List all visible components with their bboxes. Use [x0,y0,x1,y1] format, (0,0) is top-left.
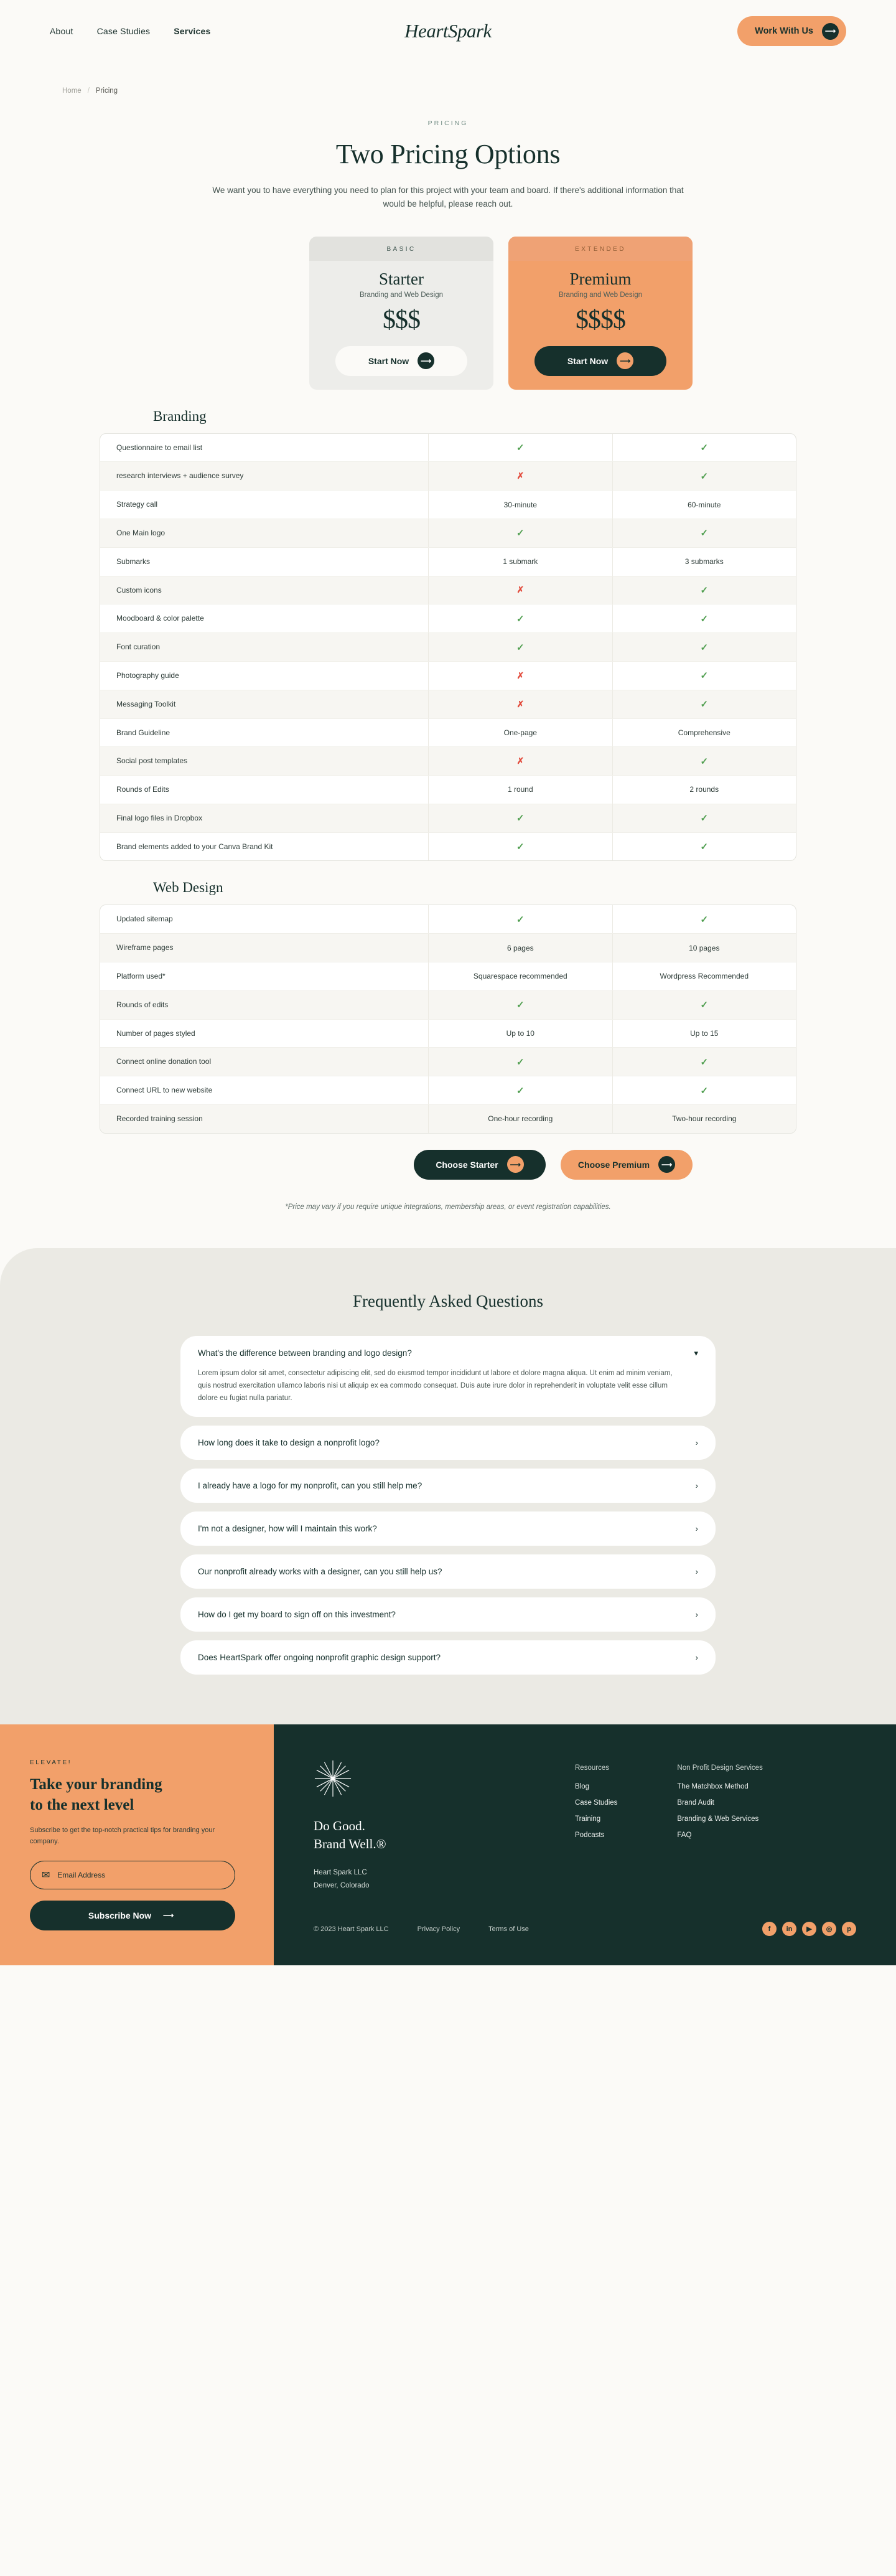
feature-label: Strategy call [116,500,158,509]
email-input[interactable] [57,1871,223,1879]
faq-item[interactable] [180,1469,716,1503]
table-row [100,1076,796,1105]
check-icon: ✓ [700,1000,709,1011]
cta-label: Work With Us [755,26,813,36]
starter-value [428,776,612,804]
check-icon: ✓ [700,813,709,824]
plan-cards [100,237,796,390]
starter-value [428,962,612,990]
premium-value [612,548,796,576]
footer-tagline-2: Brand Well.® [314,1836,386,1851]
linkedin-icon[interactable]: in [782,1922,796,1936]
arrow-right-icon: ⟶ [822,23,839,40]
check-icon: ✓ [516,528,525,539]
cell-text: Wordpress Recommended [660,972,749,981]
instagram-icon[interactable]: ◎ [822,1922,836,1936]
email-field-wrapper[interactable] [30,1861,235,1889]
footer-column-title: Resources [575,1764,609,1772]
check-icon: ✓ [700,613,709,624]
starter-value [428,991,612,1019]
starter-value [428,519,612,547]
footer-link[interactable]: Branding & Web Services [677,1815,759,1823]
cell-text: 1 submark [503,557,538,566]
cell-text: 2 rounds [689,785,719,794]
starter-value [428,604,612,632]
pinterest-icon[interactable]: p [842,1922,856,1936]
faq-question: How do I get my board to sign off on this investment? [198,1610,396,1620]
premium-value [612,934,796,962]
chevron-right-icon[interactable]: › [695,1653,698,1663]
premium-value [612,519,796,547]
feature-label: Connect online donation tool [116,1057,212,1066]
premium-value [612,662,796,690]
start-now-premium-button[interactable] [534,346,666,376]
terms-of-use-link[interactable]: Terms of Use [488,1925,529,1933]
faq-question: I'm not a designer, how will I maintain this work? [198,1524,377,1534]
plan-name-premium: Premium [569,269,632,288]
starter-value [428,719,612,747]
cell-text: 3 submarks [684,557,724,566]
check-icon: ✓ [700,842,709,853]
faq-question: Does HeartSpark offer ongoing nonprofit graphic design support? [198,1653,441,1663]
check-icon: ✓ [700,642,709,653]
table-row [100,1048,796,1076]
feature-label: Updated sitemap [116,914,173,924]
cross-icon: ✗ [516,670,525,680]
feature-label: One Main logo [116,528,166,537]
starter-value [428,491,612,519]
faq-item[interactable] [180,1640,716,1675]
check-icon: ✓ [516,1000,525,1011]
feature-label: Recorded training session [116,1114,203,1124]
check-icon: ✓ [700,528,709,539]
top-navigation [0,0,896,62]
subscribe-label: Subscribe Now [88,1911,152,1921]
starter-value [428,1048,612,1076]
table-row [100,747,796,776]
check-icon: ✓ [700,914,709,925]
footer-link[interactable]: Blog [575,1783,590,1791]
footer-tagline-1: Do Good. [314,1818,365,1834]
privacy-policy-link[interactable]: Privacy Policy [417,1925,460,1933]
footer-link[interactable]: Case Studies [575,1799,618,1807]
footer-link[interactable]: Podcasts [575,1831,605,1840]
plan-price-premium: $$$$ [576,305,625,334]
premium-value [612,1105,796,1133]
page-title: Two Pricing Options [335,139,561,169]
feature-label: Platform used* [116,972,166,981]
check-icon: ✓ [516,813,525,824]
cell-text: 60-minute [688,500,721,509]
table-row [100,776,796,804]
check-icon: ✓ [516,642,525,653]
chevron-right-icon[interactable]: › [695,1524,698,1534]
cell-text: Two-hour recording [672,1114,737,1124]
hero-subtitle: We want you to have everything you need to plan for this project with your team and board. If there's additional information that would be helpful, please reach out. [212,186,684,209]
plan-choose-buttons [100,1150,796,1180]
premium-value [612,991,796,1019]
cell-text: 30-minute [503,500,537,509]
cell-text: One-page [503,728,537,737]
feature-label: research interviews + audience survey [116,471,244,481]
faq-header[interactable] [198,1348,698,1358]
faq-header[interactable] [198,1438,698,1447]
table-row [100,434,796,463]
check-icon: ✓ [700,699,709,710]
premium-value [612,576,796,604]
choose-starter-label: Choose Starter [436,1159,498,1170]
footer-link[interactable]: The Matchbox Method [677,1783,749,1791]
table-row [100,548,796,576]
chevron-right-icon[interactable]: › [695,1610,698,1620]
arrow-right-icon: ⟶ [418,352,434,369]
breadcrumb-current: Pricing [95,87,118,95]
premium-value [612,804,796,832]
choose-premium-label: Choose Premium [577,1159,650,1170]
site-logo[interactable]: HeartSpark [404,20,492,42]
premium-value [612,1020,796,1048]
check-icon: ✓ [516,1056,525,1068]
faq-answer: Lorem ipsum dolor sit amet, consectetur adipiscing elit, sed do eiusmod tempor incididunt ut labore et dolore magna aliqua. Ut enim ad minim veniam, quis nostrud exercitation ullamco laboris nisi ut aliquip ex ea commodo consequat. Duis aute irure dolor in reprehenderit in voluptate velit esse cillum dolore eu fugiat nulla pariatur. [198,1369,673,1403]
footer-column [575,1764,617,1892]
starter-value [428,662,612,690]
starter-value [428,633,612,661]
footer-link[interactable]: Training [575,1815,601,1823]
cell-text: Squarespace recommended [473,972,567,981]
faq-item[interactable] [180,1336,716,1417]
feature-label: Messaging Toolkit [116,699,176,708]
table-row [100,491,796,519]
footer-link[interactable]: Brand Audit [677,1799,714,1807]
footer-dark-panel [274,1724,896,1965]
check-icon: ✓ [700,471,709,482]
premium-value [612,719,796,747]
faq-item[interactable] [180,1554,716,1589]
faq-header[interactable] [198,1653,698,1662]
check-icon: ✓ [516,842,525,853]
check-icon: ✓ [700,756,709,767]
cross-icon: ✗ [516,756,525,766]
table-row [100,905,796,934]
feature-label: Rounds of edits [116,1000,169,1009]
feature-label: Custom icons [116,585,162,595]
faq-question: I already have a logo for my nonprofit, can you still help me? [198,1481,422,1491]
branding-comparison-table [100,433,796,862]
arrow-right-icon: ⟶ [160,1907,177,1924]
cell-text: One-hour recording [488,1114,553,1124]
starter-value [428,1020,612,1048]
table-row [100,833,796,861]
starter-value [428,833,612,861]
premium-value [612,776,796,804]
premium-value [612,962,796,990]
footer-link-columns [575,1759,763,1892]
faq-question: How long does it take to design a nonprofit logo? [198,1438,380,1448]
starter-value [428,804,612,832]
feature-label: Brand Guideline [116,728,170,737]
nav-link-about[interactable]: About [50,26,73,36]
check-icon: ✓ [700,670,709,682]
faq-item[interactable] [180,1511,716,1546]
check-icon: ✓ [700,585,709,596]
check-icon: ✓ [516,914,525,925]
newsletter-title-line: Take your branding [30,1776,162,1793]
start-now-starter-button[interactable] [335,346,467,376]
table-row [100,962,796,991]
table-row [100,519,796,548]
starter-value [428,690,612,718]
start-now-starter-label: Start Now [368,355,409,366]
premium-value [612,434,796,462]
premium-value [612,905,796,933]
plan-price-starter: $$$ [383,305,420,334]
cell-text: 10 pages [689,943,720,952]
faq-header[interactable] [198,1567,698,1576]
feature-label: Submarks [116,557,151,566]
spark-star-icon [314,1759,352,1798]
cross-icon: ✗ [516,698,525,709]
footer-city: Denver, Colorado [314,1881,370,1889]
nav-links [50,26,210,36]
choose-starter-button[interactable] [414,1150,546,1180]
check-icon: ✓ [700,442,709,453]
cell-text: Comprehensive [678,728,730,737]
cell-text: 6 pages [506,943,534,952]
feature-label: Connect URL to new website [116,1086,213,1095]
feature-label: Number of pages styled [116,1028,195,1038]
feature-label: Photography guide [116,670,179,680]
starter-value [428,462,612,490]
newsletter-title [30,1775,244,1815]
plan-name-starter: Starter [379,269,424,288]
starter-value [428,934,612,962]
table-row [100,1105,796,1133]
premium-value [612,633,796,661]
faq-header[interactable] [198,1610,698,1619]
cell-text: 1 round [507,785,533,794]
starter-value [428,548,612,576]
starter-value [428,1076,612,1104]
starter-value [428,1105,612,1133]
cell-text: Up to 10 [506,1029,534,1038]
table-row [100,1020,796,1048]
envelope-icon: ✉ [42,1870,50,1881]
cross-icon: ✗ [516,585,525,595]
pricing-section [100,237,796,1248]
faq-question: What's the difference between branding and logo design? [198,1348,412,1358]
premium-value [612,833,796,861]
faq-section [0,1248,896,1724]
starter-value [428,747,612,775]
faq-title: Frequently Asked Questions [353,1291,543,1310]
feature-label: Final logo files in Dropbox [116,813,203,822]
newsletter-subtitle: Subscribe to get the top-notch practical tips for branding your company. [30,1826,215,1845]
premium-value [612,690,796,718]
premium-value [612,747,796,775]
hero-eyebrow: PRICING [427,120,469,127]
chevron-down-icon[interactable]: ▾ [694,1348,698,1358]
feature-label: Wireframe pages [116,943,174,952]
chevron-right-icon[interactable]: › [695,1481,698,1491]
newsletter-title-line: to the next level [30,1796,134,1813]
plan-card-premium [508,237,693,390]
nav-link-case-studies[interactable]: Case Studies [96,26,151,36]
table-row [100,690,796,719]
arrow-right-icon: ⟶ [658,1156,675,1173]
feature-label: Rounds of Edits [116,785,169,794]
faq-list [180,1336,716,1675]
chevron-right-icon[interactable]: › [695,1438,698,1448]
check-icon: ✓ [700,1085,709,1096]
chevron-right-icon[interactable]: › [695,1567,698,1577]
table-row [100,804,796,833]
check-icon: ✓ [516,613,525,624]
starter-value [428,905,612,933]
feature-label: Moodboard & color palette [116,614,204,623]
breadcrumb [0,62,896,95]
feature-label: Questionnaire to email list [116,443,203,452]
branding-section-title: Branding [153,408,207,424]
site-footer [0,1724,896,1965]
plan-sub-premium: Branding and Web Design [558,291,643,299]
footer-company: Heart Spark LLC [314,1868,367,1876]
work-with-us-button[interactable] [737,16,846,46]
premium-value [612,604,796,632]
faq-header[interactable] [198,1524,698,1533]
table-row [100,633,796,662]
price-disclaimer: *Price may vary if you require unique integrations, membership areas, or event registration capabilities. [285,1203,611,1211]
table-row [100,576,796,605]
table-row [100,719,796,748]
feature-label: Brand elements added to your Canva Brand Kit [116,842,273,851]
hero [0,95,896,212]
faq-header[interactable] [198,1481,698,1490]
webdesign-comparison-table [100,905,796,1133]
table-row [100,462,796,491]
cell-text: Up to 15 [690,1029,719,1038]
subscribe-button[interactable] [30,1901,235,1930]
footer-link[interactable]: FAQ [677,1831,692,1840]
breadcrumb-separator: / [87,87,90,95]
facebook-icon[interactable]: f [762,1922,777,1936]
youtube-icon[interactable]: ▶ [802,1922,816,1936]
check-icon: ✓ [516,1085,525,1096]
faq-item[interactable] [180,1597,716,1632]
faq-item[interactable] [180,1426,716,1460]
arrow-right-icon: ⟶ [617,352,633,369]
choose-premium-button[interactable] [561,1150,693,1180]
feature-label: Font curation [116,642,161,652]
breadcrumb-home[interactable]: Home [62,87,82,95]
table-row [100,662,796,690]
newsletter-eyebrow: ELEVATE! [30,1759,72,1767]
premium-value [612,462,796,490]
premium-value [612,491,796,519]
premium-value [612,1048,796,1076]
nav-link-services[interactable]: Services [174,26,211,36]
starter-value [428,576,612,604]
faq-question: Our nonprofit already works with a designer, can you still help us? [198,1567,442,1577]
check-icon: ✓ [516,442,525,453]
premium-value [612,1076,796,1104]
social-links [762,1922,856,1936]
footer-bottom-bar [314,1922,856,1936]
copyright: © 2023 Heart Spark LLC [314,1925,389,1933]
footer-column [677,1764,762,1892]
arrow-right-icon: ⟶ [507,1156,524,1173]
plan-card-starter [309,237,493,390]
plan-tier-basic: BASIC [309,237,493,261]
feature-label: Social post templates [116,756,188,766]
webdesign-section-title: Web Design [153,880,223,896]
cross-icon: ✗ [516,471,525,481]
table-row [100,604,796,633]
check-icon: ✓ [700,1056,709,1068]
table-row [100,991,796,1020]
newsletter-panel [0,1724,274,1965]
plan-tier-extended: EXTENDED [508,237,693,261]
plan-sub-starter: Branding and Web Design [359,291,444,299]
starter-value [428,434,612,462]
footer-column-title: Non Profit Design Services [677,1764,763,1772]
start-now-premium-label: Start Now [567,355,609,366]
table-row [100,934,796,962]
